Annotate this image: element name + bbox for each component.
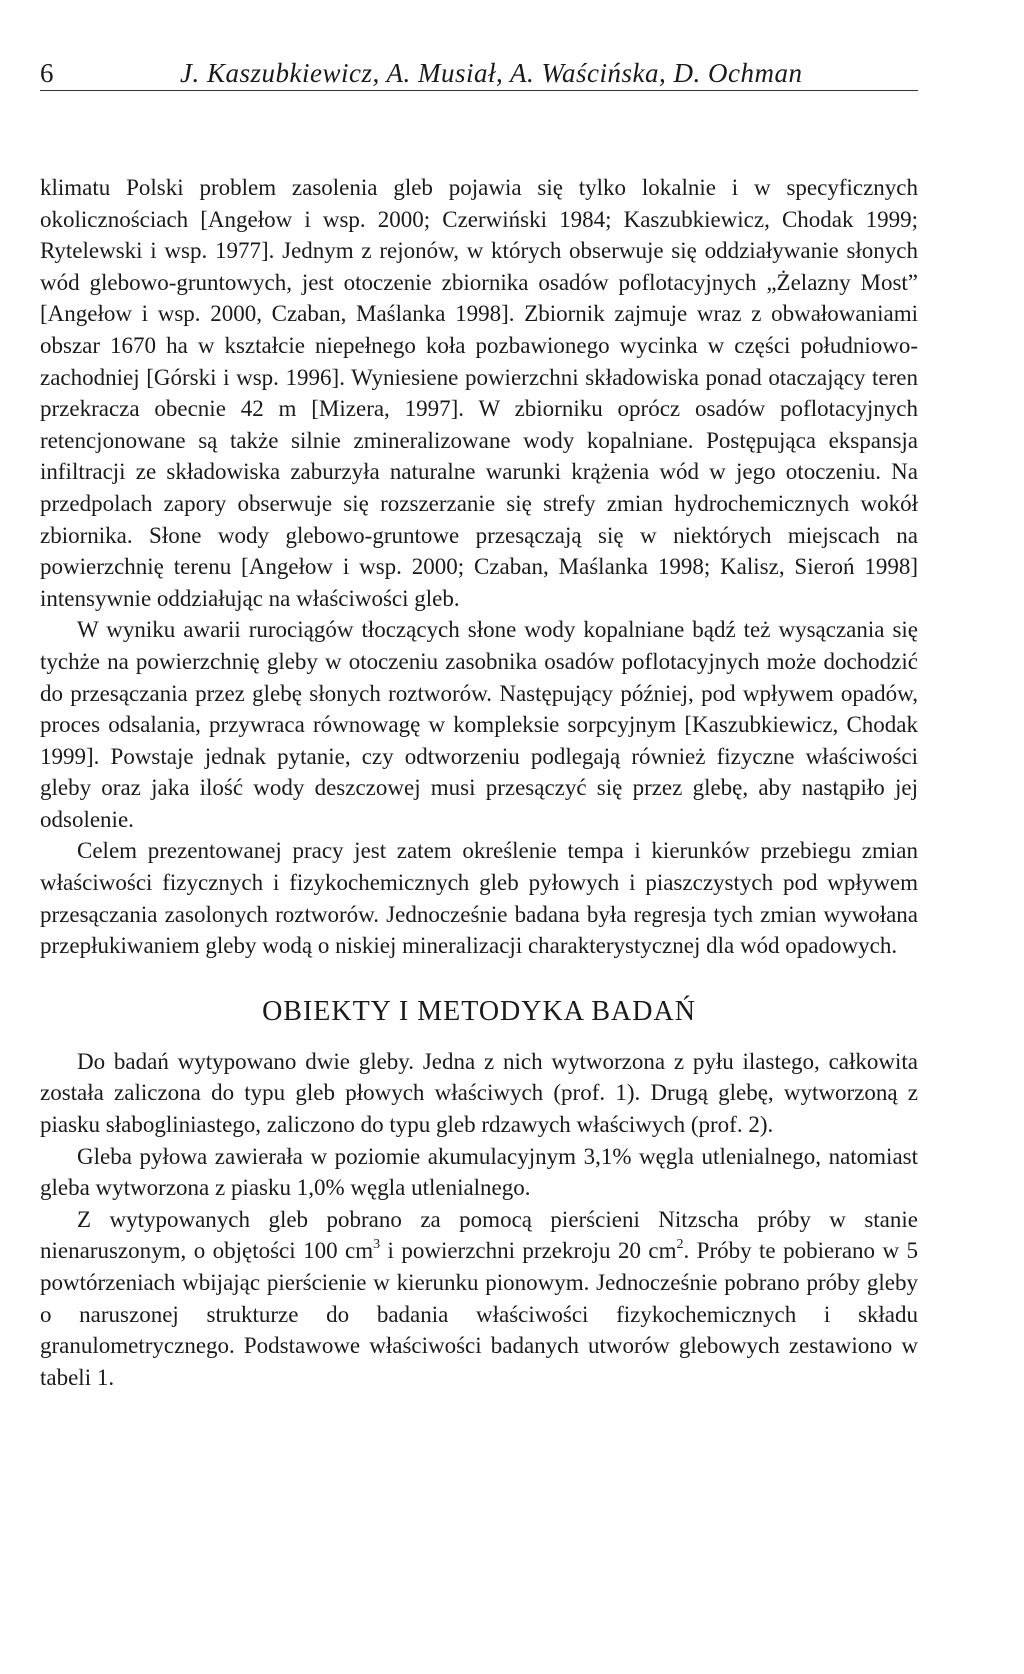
- paragraph-study-aim: Celem prezentowanej pracy jest zatem określenie tempa i kierunków przebiegu zmian właściwości fizycznych i fizykochemicznych gleb pyłowych i piaszczystych pod wpływem przesączania zasolonych roztworów. Jednocześnie badana była regresja tych zmian wywołana przepłukiwaniem gleby wodą o niskiej mineralizacji charakterystycznej dla wód opadowych.: [40, 838, 918, 959]
- paragraph-soils-selected: Do badań wytypowano dwie gleby. Jedna z nich wytworzona z pyłu ilastego, całkowita została zaliczona do typu gleb płowych właściwych (prof. 1). Drugą glebę, wytworzoną z piasku słabogliniastego, zaliczono do typu gleb rdzawych właściwych (prof. 2).: [40, 1048, 918, 1138]
- sampling-text-part-3: . Próby te pobierano w 5 powtórzeniach wbijając pierścienie w kierunku pionowym. Jednocześnie pobrano próby gleby o naruszonej strukturze do badania właściwości fizykochemicznych i składu granulometrycznego. Podstawowe właściwości badanych utworów glebowych zestawiono w tabeli 1.: [40, 1238, 918, 1390]
- running-head-authors: J. Kaszubkiewicz, A. Musiał, A. Waścińska, D. Ochman: [180, 58, 803, 88]
- sampling-text-part-1: Z wytypowanych gleb pobrano za pomocą pierścieni Nitzscha próby w stanie nienaruszonym, o objętości 100 cm: [40, 1206, 918, 1264]
- paragraph-intro-context: klimatu Polski problem zasolenia gleb pojawia się tylko lokalnie i w specyficznych okolicznościach [Angełow i wsp. 2000; Czerwiński 1984; Kaszubkiewicz, Chodak 1999; Rytelewski i wsp. 1977]. Jednym z rejonów, w których obserwuje się oddziaływanie słonych wód glebowo-gruntowych, jest otoczenie zbiornika osadów poflotacyjnych „Żelazny Most” [Angełow i wsp. 2000, Czaban, Maślanka 1998]. Zbiornik zajmuje wraz z obwałowaniami obszar 1670 ha w kształcie niepełnego koła pozbawionego wycinka w części południowo- zachodniej [Górski i wsp. 1996]. Wyniesiene powierzchni składowiska ponad otaczający teren przekracza obecnie 42 m [Mizera, 1997]. W zbiorniku oprócz osadów poflotacyjnych retencjonowane są także silnie zmineralizowane wody kopalniane. Postępująca ekspansja infiltracji ze składowiska zaburzyła naturalne warunki krążenia wód w jego otoczeniu. Na przedpolach zapory obserwuje się rozszerzanie się strefy zmian hydrochemicznych wokół zbiornika. Słone wody glebowo-gruntowe przesączają się w niektórych miejscach na powierzchnię terenu [Angełow i wsp. 2000; Czaban, Maślanka 1998; Kalisz, Sieroń 1998] intensywnie oddziałując na właściwości gleb.: [40, 175, 918, 611]
- paragraph-sampling-method: [40, 1204, 918, 1394]
- superscript-volume-unit: 3: [373, 1236, 381, 1252]
- superscript-area-unit: 2: [676, 1236, 684, 1252]
- paragraph-carbon-content: Gleba pyłowa zawierała w poziomie akumulacyjnym 3,1% węgla utlenialnego, natomiast gleba wytworzona z piasku 1,0% węgla utlenialnego.: [40, 1143, 918, 1201]
- paragraph-pipeline-failure: W wyniku awarii rurociągów tłoczących słone wody kopalniane bądź też wysączania się tychże na powierzchnię gleby w otoczeniu zasobnika osadów poflotacyjnych może dochodzić do przesączania przez glebę słonych roztworów. Następujący później, pod wpływem opadów, proces odsalania, przywraca równowagę w kompleksie sorpcyjnym [Kaszubkiewicz, Chodak 1999]. Powstaje jednak pytanie, czy odtworzeniu podlegają również fizyczne właściwości gleby oraz jaka ilość wody deszczowej musi przesączyć się przez glebę, aby nastąpiło jej odsolenie.: [40, 617, 918, 832]
- page: [40, 58, 918, 1393]
- section-heading: OBIEKTY I METODYKA BADAŃ: [262, 995, 696, 1027]
- sampling-text-part-2: i powierzchni przekroju 20 cm: [380, 1238, 677, 1264]
- page-number: 6: [40, 58, 54, 88]
- running-head: [40, 58, 918, 91]
- body-text: [40, 172, 918, 1393]
